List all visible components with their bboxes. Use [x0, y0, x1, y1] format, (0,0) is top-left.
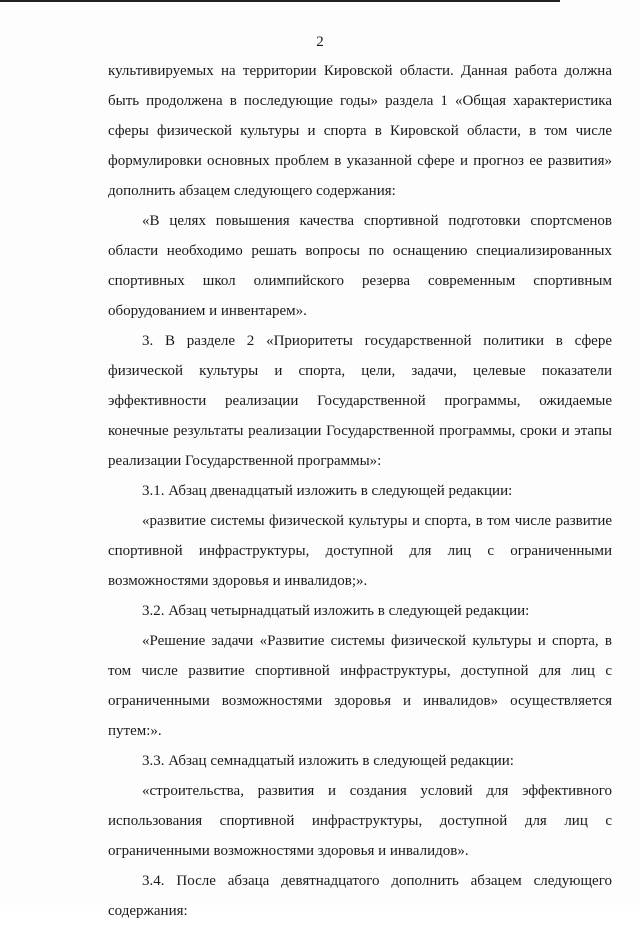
paragraph-5: «развитие системы физической культуры и спорта, в том числе развитие спортивной инфраструктуры, доступной для лиц с ограниченными возможностями здоровья и инвалидов;». — [108, 513, 612, 589]
page-number: 2 — [316, 34, 324, 50]
paragraph-10: 3.4. После абзаца девятнадцатого дополнить абзацем следующего содержания: — [108, 873, 612, 919]
paragraph-2: «В целях повышения качества спортивной подготовки спортсменов области необходимо решать вопросы по оснащению специализированных спортивных школ олимпийского резерва современным спортивным оборудованием и инвентарем». — [108, 213, 612, 319]
paragraph-8: 3.3. Абзац семнадцатый изложить в следующей редакции: — [142, 753, 514, 769]
paragraph-6: 3.2. Абзац четырнадцатый изложить в следующей редакции: — [142, 603, 530, 619]
paragraph-1: культивируемых на территории Кировской области. Данная работа должна быть продолжена в последующие годы» раздела 1 «Общая характеристика сферы физической культуры и спорта в Кировской области, в том числе формулировки основных проблем в указанной сфере и прогноз ее развития» дополнить абзацем следующего содержания: — [108, 63, 612, 199]
paragraph-4: 3.1. Абзац двенадцатый изложить в следующей редакции: — [142, 483, 513, 499]
top-border-line — [0, 0, 560, 2]
paragraph-9: «строительства, развития и создания условий для эффективного использования спортивной инфраструктуры, доступной для лиц с ограниченными возможностями здоровья и инвалидов». — [108, 783, 612, 859]
document-body — [108, 56, 612, 926]
paragraph-7: «Решение задачи «Развитие системы физической культуры и спорта, в том числе развитие спортивной инфраструктуры, доступной для лиц с ограниченными возможностями здоровья и инвалидов» осуществляется путем:». — [108, 633, 612, 739]
paragraph-3: 3. В разделе 2 «Приоритеты государственной политики в сфере физической культуры и спорта, цели, задачи, целевые показатели эффективности реализации Государственной программы, ожидаемые конечные результаты реализации Государственной программы, сроки и этапы реализации Государственной программы»: — [108, 333, 612, 469]
